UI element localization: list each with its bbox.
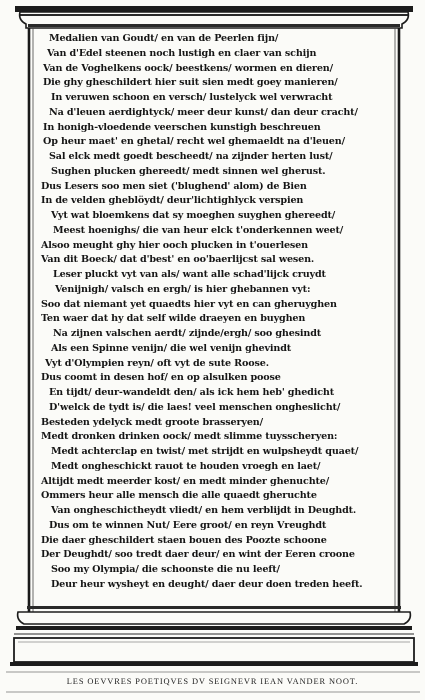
poem-line: Meest hoenighs/ die van heur elck t'onderkennen weet/ xyxy=(53,224,344,236)
poem-line: Venijnigh/ valsch en ergh/ is hier ghebannen vyt: xyxy=(55,283,311,295)
poem-line: Dus coomt in desen hof/ en op alsulken poose xyxy=(41,372,281,384)
poem-line: Medt ongheschickt rauot te houden vroegh en laet/ xyxy=(51,460,321,472)
poem-line: Soo dat niemant yet quaedts hier vyt en can gheruyghen xyxy=(41,298,337,310)
poem-line: Alsoo meught ghy hier ooch plucken in t'ouerlesen xyxy=(41,239,308,251)
footer-caption: LES OEVVRES POETIQVES DV SEIGNEVR IEAN VANDER NOOT. xyxy=(66,677,359,686)
poem-line: Altijdt medt meerder kost/ en medt minder ghenuchte/ xyxy=(41,475,330,487)
poem-line: Sal elck medt goedt bescheedt/ na zijnder herten lust/ xyxy=(49,151,333,162)
poem-line: Dus Lesers soo men siet ('blughend' alom) de Bien xyxy=(41,180,307,192)
poem-line: Medalien van Goudt/ en van de Peerlen fijn/ xyxy=(49,33,279,44)
poem-line: D'welck de tydt is/ die laes! veel menschen ongheslicht/ xyxy=(49,401,341,413)
poem-line: Soo my Olympia/ die schoonste die nu leeft/ xyxy=(51,564,280,575)
poem-line: Dus om te winnen Nut/ Eere groot/ en reyn Vreughdt xyxy=(49,519,327,531)
poem-line: Medt achterclap en twist/ met strijdt en wulpsheydt quaet/ xyxy=(51,446,359,457)
poem-line: Sughen plucken ghereedt/ medt sinnen wel gherust. xyxy=(51,165,326,177)
poem-line: Na d'leuen aerdightyck/ meer deur kunst/ dan deur cracht/ xyxy=(49,106,358,118)
poem-line: Die daer gheschildert staen bouen des Poozte schoone xyxy=(41,534,327,546)
poem-line: Deur heur wysheyt en deught/ daer deur doen treden heeft. xyxy=(51,578,363,590)
poem-line: Die ghy gheschildert hier suit sien medt goey manieren/ xyxy=(43,77,338,89)
poem-text-block xyxy=(41,33,401,593)
poem-line: Van dit Boeck/ dat d'best' en oo'baerlijcst sal wesen. xyxy=(41,254,315,266)
poem-line: Ten waer dat hy dat self wilde draeyen en buyghen xyxy=(41,313,306,325)
poem-line: Op heur maet' en ghetal/ recht wel ghemaeldt na d'leuen/ xyxy=(43,136,345,148)
poem-line: Medt dronken drinken oock/ medt slimme tuysscheryen: xyxy=(41,431,338,443)
poem-line: Van ongheschictheydt vliedt/ en hem verblijdt in Deughdt. xyxy=(51,505,357,516)
poem-line: Van de Voghelkens oock/ beestkens/ wormen en dieren/ xyxy=(43,62,333,74)
poem-line: Vyt d'Olympien reyn/ oft vyt de sute Roose. xyxy=(45,357,269,369)
poem-line: Besteden ydelyck medt groote brasseryen/ xyxy=(41,416,263,428)
poem-line: En tijdt/ deur-wandeldt den/ als ick hem heb' ghedicht xyxy=(49,387,334,398)
poem-line: Als een Spinne venijn/ die wel venijn ghevindt xyxy=(51,342,292,354)
poem-line: In honigh-vloedende veerschen kunstigh beschreuen xyxy=(43,121,321,133)
poem-line: In veruwen schoon en versch/ lustelyck wel verwracht xyxy=(51,92,333,103)
poem-line: Der Deughdt/ soo tredt daer deur/ en wint der Eeren croone xyxy=(41,549,355,561)
poem-line: Ommers heur alle mensch die alle quaedt gheruchte xyxy=(41,490,317,502)
poem-line: Na zijnen valschen aerdt/ zijnde/ergh/ soo ghesindt xyxy=(53,328,322,339)
poem-line: Vyt wat bloemkens dat sy moeghen suyghen ghereedt/ xyxy=(51,210,336,221)
poem-line: Van d'Edel steenen noch lustigh en claer van schijn xyxy=(47,47,317,59)
poem-line: In de velden gheblöydt/ deur'lichtighlyck verspien xyxy=(41,195,304,207)
poem-line: Leser pluckt vyt van als/ want alle schad'lijck cruydt xyxy=(53,269,326,280)
